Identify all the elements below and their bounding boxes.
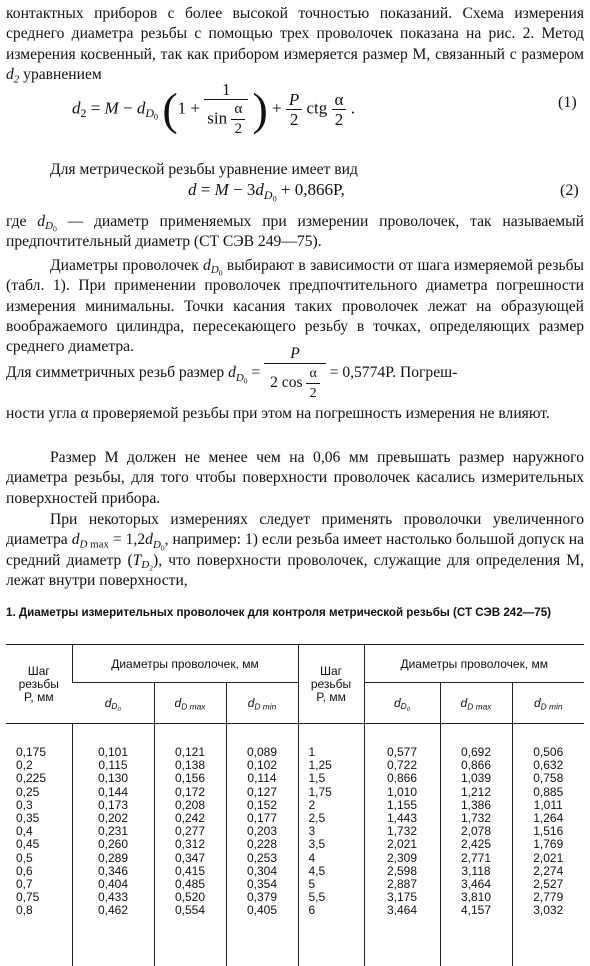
col-left-d0: [72, 724, 154, 966]
header-dmax-right: $d_{D max}$: [440, 683, 512, 724]
col-right-steps: [298, 724, 364, 966]
table-cell: 0,506: [513, 746, 585, 759]
table-cell: 0,130: [73, 772, 154, 785]
header-group-left: Диаметры проволочек, мм: [72, 645, 298, 683]
table-cell: 0,485: [155, 878, 226, 891]
paragraph-where: где $d_{D_0}$ — диаметр применяемых при измерении проволочек, так называемый предпочтительный диаметр (СТ СЭВ 249—75).: [6, 212, 584, 253]
paragraph-some: При некоторых измерениях следует применять проволочки увеличенного диаметра $d_{D max} = 1,2d_{D_0}$, например: 1) если резьба имеет настолько большой допуск на средний диаметр $(T_{D_2})$, что поверхности проволочек, служащие для определения М, лежат внутри поверхности,: [6, 510, 584, 591]
table-cell: 0,156: [155, 772, 226, 785]
table-cell: 1: [309, 746, 364, 759]
table-cell: 3,175: [365, 891, 440, 904]
table-cell: 0,4: [16, 825, 72, 838]
table-cell: 2,078: [441, 825, 512, 838]
paragraph-m: Размер М должен не менее чем на 0,06 мм превышать размер наружного диаметра резьбы, для того чтобы поверхности проволочек касались измерительных поверхностей прибора.: [6, 448, 584, 509]
equation-1-number: (1): [558, 94, 577, 112]
table-cell: 2,309: [365, 852, 440, 865]
table-cell: 0,225: [16, 772, 72, 785]
table-cell: 0,379: [227, 891, 298, 904]
header-dmax-left: $d_{D max}$: [154, 683, 226, 724]
table-cell: 5: [309, 878, 364, 891]
table-cell: 4,157: [441, 904, 512, 917]
table-cell: 0,354: [227, 878, 298, 891]
equation-2-number: (2): [560, 182, 579, 200]
table-cell: 5,5: [309, 891, 364, 904]
table-cell: 1,732: [441, 812, 512, 825]
col-left-dmax: [154, 724, 226, 966]
table-cell: 0,405: [227, 904, 298, 917]
col-left-steps: [6, 724, 72, 966]
header-d0-left: $d_{D_0}$: [72, 683, 154, 724]
table-cell: 1,732: [365, 825, 440, 838]
table-cell: 0,144: [73, 786, 154, 799]
table-cell: 3,032: [513, 904, 585, 917]
table-cell: 3,464: [365, 904, 440, 917]
table-cell: 2,5: [309, 812, 364, 825]
table-cell: 0,866: [441, 759, 512, 772]
table-cell: 2,021: [513, 852, 585, 865]
header-step-right: Шаг резьбы P, мм: [298, 645, 364, 724]
table-cell: 0,175: [16, 746, 72, 759]
table-cell: 0,554: [155, 904, 226, 917]
table-cell: 0,520: [155, 891, 226, 904]
table-cell: 0,404: [73, 878, 154, 891]
table-cell: 1,264: [513, 812, 585, 825]
equation-2: $d = M - 3d_{D_0} + 0,866P$,: [188, 180, 345, 200]
header-dmin-right: $d_{D min}$: [512, 683, 584, 724]
table-cell: 0,75: [16, 891, 72, 904]
col-right-dmax: [440, 724, 512, 966]
table-cell: 0,462: [73, 904, 154, 917]
table-cell: 6: [309, 904, 364, 917]
table-cell: 1,516: [513, 825, 585, 838]
table-cell: 0,228: [227, 838, 298, 851]
table-cell: 0,277: [155, 825, 226, 838]
table-cell: 0,312: [155, 838, 226, 851]
table-cell: 0,260: [73, 838, 154, 851]
table-cell: 3,464: [441, 878, 512, 891]
table-cell: 0,885: [513, 786, 585, 799]
table-cell: 0,115: [73, 759, 154, 772]
symmetric-formula: Для симметричных резьб размер $d_{D_0}$ = P 2 cos $\frac{\alpha}{2}$ = 0,5774P. Погреш-: [6, 344, 457, 403]
table-cell: 2,771: [441, 852, 512, 865]
paragraph-intro: контактных приборов с более высокой точностью показаний. Схема измерения среднего диаметра резьбы с помощью трех проволочек показана на рис. 2. Метод измерения косвенный, так как прибором измеряется размер М, связанный с размером $d_2$ уравнением: [6, 4, 584, 85]
table-cell: 0,632: [513, 759, 585, 772]
table-cell: 1,010: [365, 786, 440, 799]
table-cell: 1,75: [309, 786, 364, 799]
table-cell: 2,779: [513, 891, 585, 904]
table-cell: 0,102: [227, 759, 298, 772]
table-cell: 0,5: [16, 852, 72, 865]
table-cell: 0,177: [227, 812, 298, 825]
table-cell: 2,527: [513, 878, 585, 891]
table-cell: 0,127: [227, 786, 298, 799]
col-left-dmin: [226, 724, 298, 966]
table-cell: 0,231: [73, 825, 154, 838]
header-step-left: Шаг резьбы P, мм: [6, 645, 72, 724]
table-cell: 1,212: [441, 786, 512, 799]
table-cell: 0,866: [365, 772, 440, 785]
table-cell: 1,011: [513, 799, 585, 812]
table-cell: 1,443: [365, 812, 440, 825]
header-dmin-left: $d_{D min}$: [226, 683, 298, 724]
table-cell: 0,415: [155, 865, 226, 878]
table-cell: 0,347: [155, 852, 226, 865]
symbol-d2: $d_2$: [6, 66, 19, 83]
wire-diameter-table: [6, 644, 584, 966]
table-cell: 2,598: [365, 865, 440, 878]
equation-1: $d_2 = M - d_{D_0}$ (1 + 1 sin $\frac{\alpha}{2}$ ) + $\frac{P}{2}$ ctg $\frac{\alpha}{2}$ .: [72, 80, 355, 139]
table-cell: 0,242: [155, 812, 226, 825]
col-right-dmin: [512, 724, 584, 966]
table-cell: 1,386: [441, 799, 512, 812]
table-cell: 0,35: [16, 812, 72, 825]
table-cell: 0,089: [227, 746, 298, 759]
table-cell: 0,304: [227, 865, 298, 878]
table-cell: 0,152: [227, 799, 298, 812]
table-cell: 1,5: [309, 772, 364, 785]
table-cell: 4: [309, 852, 364, 865]
paragraph-angle: ности угла α проверяемой резьбы при этом на погрешность измерения не влияют.: [6, 404, 584, 424]
table-cell: 0,25: [16, 786, 72, 799]
table-cell: 3,810: [441, 891, 512, 904]
table-cell: 2,425: [441, 838, 512, 851]
table-cell: 0,253: [227, 852, 298, 865]
table-cell: 0,6: [16, 865, 72, 878]
table-cell: 0,203: [227, 825, 298, 838]
paragraph-choose: Диаметры проволочек $d_{D_0}$ выбирают в зависимости от шага измеряемой резьбы (табл. 1). При применении проволочек предпочтительного диаметра погрешности измерения минимальны. Точки касания таких проволочек лежат на образующей воображаемого цилиндра, пересекающего резьбу в точках, определяющих размер среднего диаметра.: [6, 256, 584, 357]
table-cell: 0,202: [73, 812, 154, 825]
table-cell: 0,289: [73, 852, 154, 865]
table-body-row: [6, 724, 584, 966]
table-cell: 2,021: [365, 838, 440, 851]
table-cell: 0,121: [155, 746, 226, 759]
table-cell: 0,7: [16, 878, 72, 891]
table-cell: 3,118: [441, 865, 512, 878]
table-cell: 0,45: [16, 838, 72, 851]
header-d0-right: $d_{D_0}$: [364, 683, 440, 724]
table-cell: 1,769: [513, 838, 585, 851]
table-cell: 3,5: [309, 838, 364, 851]
table-cell: 1,155: [365, 799, 440, 812]
table-cell: 0,8: [16, 904, 72, 917]
header-group-right: Диаметры проволочек, мм: [364, 645, 584, 683]
table-cell: 0,208: [155, 799, 226, 812]
table-cell: 0,2: [16, 759, 72, 772]
metric-intro: Для метрической резьбы уравнение имеет вид: [6, 160, 584, 180]
table-cell: 0,101: [73, 746, 154, 759]
table-cell: 0,3: [16, 799, 72, 812]
table-cell: 4,5: [309, 865, 364, 878]
table-cell: 0,433: [73, 891, 154, 904]
table-cell: 0,173: [73, 799, 154, 812]
table-cell: 0,692: [441, 746, 512, 759]
table-cell: 2,887: [365, 878, 440, 891]
table-cell: 1,039: [441, 772, 512, 785]
table-cell: 0,346: [73, 865, 154, 878]
table-cell: 0,722: [365, 759, 440, 772]
table-caption: 1. Диаметры измерительных проволочек для контроля метрической резьбы (СТ СЭВ 242—75): [6, 606, 584, 620]
table-cell: 2: [309, 799, 364, 812]
table-cell: 0,114: [227, 772, 298, 785]
table-cell: 0,577: [365, 746, 440, 759]
table-cell: 0,172: [155, 786, 226, 799]
table-cell: 2,274: [513, 865, 585, 878]
table-cell: 1,25: [309, 759, 364, 772]
col-right-d0: [364, 724, 440, 966]
table-cell: 0,138: [155, 759, 226, 772]
table-cell: 3: [309, 825, 364, 838]
table-cell: 0,758: [513, 772, 585, 785]
